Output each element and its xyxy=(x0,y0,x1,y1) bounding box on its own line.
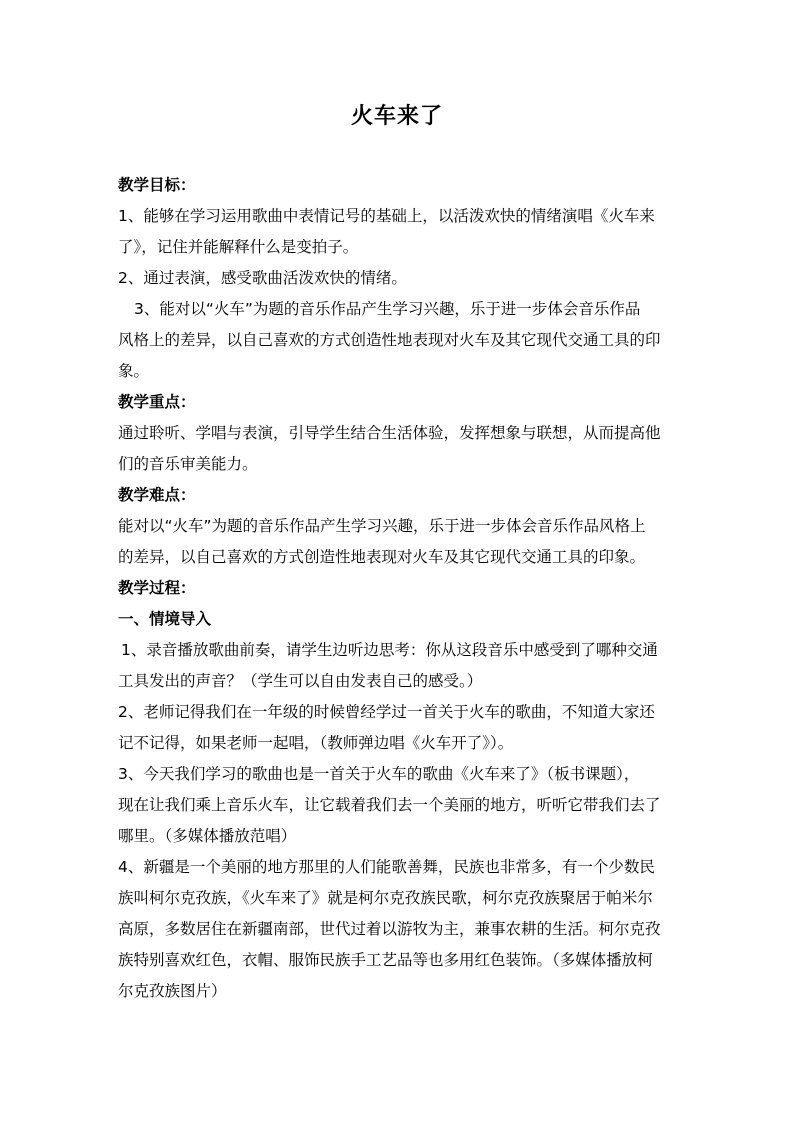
heading-teaching-process: 教学过程： xyxy=(118,579,196,597)
paragraph-line: 3、今天我们学习的歌曲也是一首关于火车的歌曲《火车来了》（板书课题）， xyxy=(118,765,640,783)
paragraph-line: 工具发出的声音？（学生可以自由发表自己的感受。） xyxy=(118,672,483,690)
paragraph-line: 通过聆听、学唱与表演，引导学生结合生活体验，发挥想象与联想，从而提高他 xyxy=(118,424,661,442)
heading-teaching-objectives: 教学目标： xyxy=(118,176,196,194)
paragraph-line: 记不记得，如果老师一起唱，（教师弹边唱《火车开了》）。 xyxy=(118,734,514,752)
paragraph-line: 哪里。（多媒体播放范唱） xyxy=(118,827,297,845)
paragraph-line: 1、能够在学习运用歌曲中表情记号的基础上，以活泼欢快的情绪演唱《火车来 xyxy=(118,207,655,225)
document-title: 火车来了 xyxy=(350,104,443,129)
paragraph-line: 3、能对以“火车”为题的音乐作品产生学习兴趣，乐于进一步体会音乐作品 xyxy=(134,300,641,318)
paragraph-line: 4、新疆是一个美丽的地方那里的人们能歌善舞，民族也非常多，有一个少数民 xyxy=(118,858,655,876)
paragraph-line: 1、录音播放歌曲前奏，请学生边听边思考：你从这段音乐中感受到了哪种交通 xyxy=(121,641,658,659)
paragraph-line: 2、通过表演，感受歌曲活泼欢快的情绪。 xyxy=(118,269,407,287)
paragraph-line: 族叫柯尔克孜族，《火车来了》就是柯尔克孜族民歌，柯尔克孜族聚居于帕米尔 xyxy=(118,889,653,907)
paragraph-line: 尔克孜族图片） xyxy=(118,982,227,1000)
paragraph-line: 能对以“火车”为题的音乐作品产生学习兴趣，乐于进一步体会音乐作品风格上 xyxy=(118,517,646,535)
paragraph-line: 高原，多数居住在新疆南部，世代过着以游牧为主，兼事农耕的生活。柯尔克孜 xyxy=(118,920,661,938)
paragraph-line: 族特别喜欢红色，衣帽、服饰民族手工艺品等也多用红色装饰。（多媒体播放柯 xyxy=(118,951,653,969)
paragraph-line: 2、老师记得我们在一年级的时候曾经学过一首关于火车的歌曲，不知道大家还 xyxy=(118,703,655,721)
heading-teaching-difficulty: 教学难点： xyxy=(118,486,196,504)
paragraph-line: 了》，记住并能解释什么是变拍子。 xyxy=(118,238,359,256)
heading-teaching-focus: 教学重点： xyxy=(118,393,196,411)
paragraph-line: 们的音乐审美能力。 xyxy=(118,455,258,473)
paragraph-line: 现在让我们乘上音乐火车，让它载着我们去一个美丽的地方，听听它带我们去了 xyxy=(118,796,661,814)
document-body xyxy=(118,170,680,1007)
paragraph-line: 象。 xyxy=(118,362,150,380)
paragraph-line: 的差异，以自己喜欢的方式创造性地表现对火车及其它现代交通工具的印象。 xyxy=(118,548,646,566)
subheading-situation-intro: 一、情境导入 xyxy=(118,610,212,628)
paragraph-line: 风格上的差异，以自己喜欢的方式创造性地表现对火车及其它现代交通工具的印 xyxy=(118,331,661,349)
